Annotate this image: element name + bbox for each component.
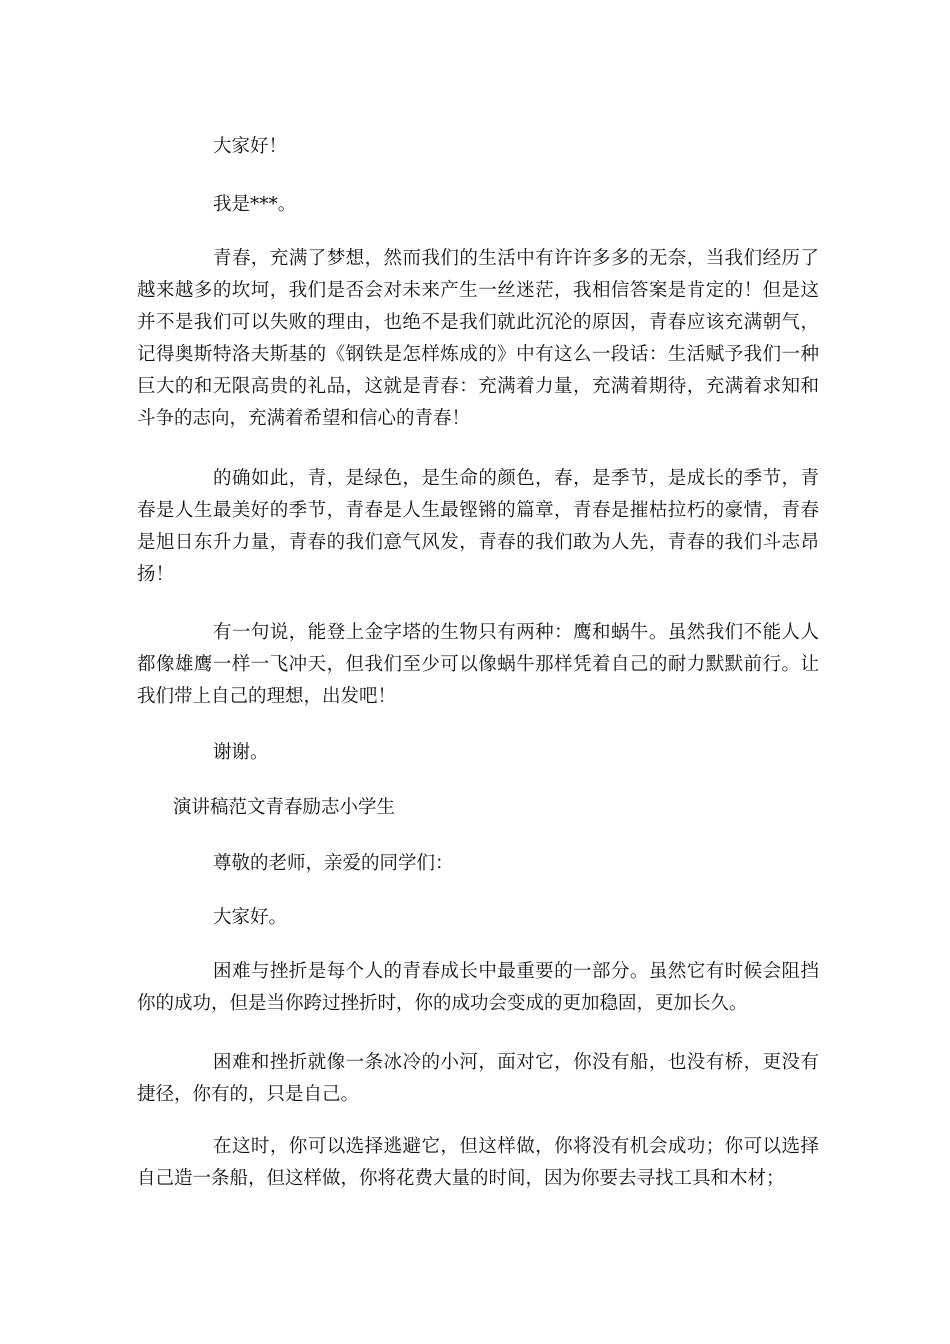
paragraph-youth-dreams: 青春，充满了梦想，然而我们的生活中有许许多多的无奈，当我们经历了越来越多的坎坷，我们是否会对未来产生一丝迷茫，我相信答案是肯定的！但是这并不是我们可以失败的理由，也绝不是我们就此沉沦的原因，青春应该充满朝气，记得奥斯特洛夫斯基的《钢铁是怎样炼成的》中有这么一段话：生活赋予我们一种巨大的和无限高贵的礼品，这就是青春：充满着力量，充满着期待，充满着求知和斗争的志向，充满着希望和信心的青春！	[137, 248, 819, 429]
section-title: 演讲稿范文青春励志小学生	[173, 797, 396, 818]
paragraph-salutation: 尊敬的老师，亲爱的同学们：	[213, 853, 454, 874]
paragraph-difficulty: 困难与挫折是每个人的青春成长中最重要的一部分。虽然它有时候会阻挡你的成功，但是当你跨过挫折时，你的成功会变成的更加稳固，更加长久。	[137, 961, 819, 1014]
paragraph-youth-definition: 的确如此，青，是绿色，是生命的颜色，春，是季节，是成长的季节，青春是人生最美好的季节，青春是人生最铿锵的篇章，青春是摧枯拉朽的豪情，青春是旭日东升力量，青春的我们意气风发，青春的我们敢为人先，青春的我们斗志昂扬！	[137, 468, 819, 585]
paragraph-eagle-snail: 有一句说，能登上金字塔的生物只有两种：鹰和蜗牛。虽然我们不能人人都像雄鹰一样一飞冲天，但我们至少可以像蜗牛那样凭着自己的耐力默默前行。让我们带上自己的理想，出发吧！	[137, 622, 819, 707]
paragraph-greeting: 大家好！	[213, 136, 288, 157]
paragraph-greeting-2: 大家好。	[213, 907, 288, 928]
paragraph-intro: 我是***。	[213, 194, 297, 215]
paragraph-thanks: 谢谢。	[213, 742, 269, 763]
paragraph-river: 困难和挫折就像一条冰冷的小河，面对它，你没有船，也没有桥，更没有捷径，你有的，只是自己。	[137, 1052, 819, 1105]
paragraph-choices: 在这时，你可以选择逃避它，但这样做，你将没有机会成功；你可以选择自己造一条船，但这样做，你将花费大量的时间，因为你要去寻找工具和木材；	[137, 1136, 819, 1189]
